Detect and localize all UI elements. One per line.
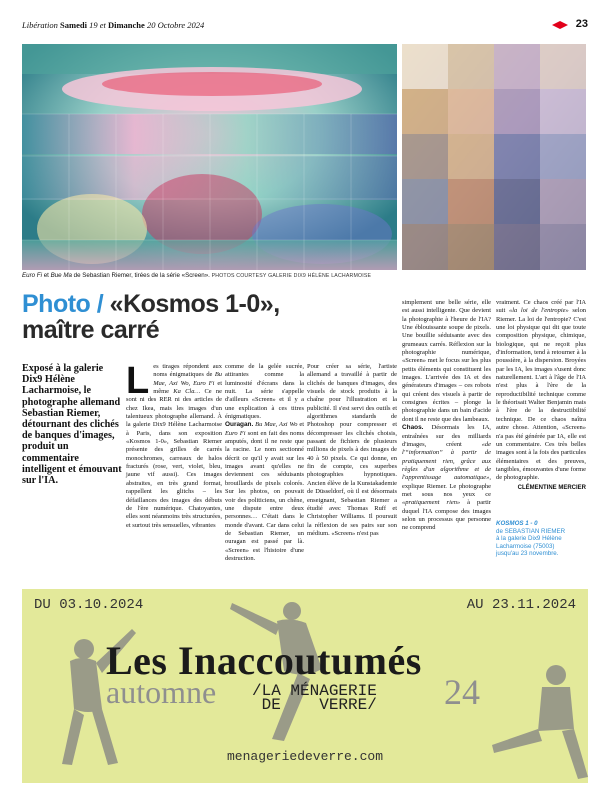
infobox-title: KOSMOS 1 - 0 bbox=[496, 520, 538, 527]
article-column-3 bbox=[307, 363, 397, 538]
infobox-line-2: à la galerie Dix9 Hélène bbox=[496, 535, 562, 543]
ad-venue: /LA MÉNAGERIE DE VERRE/ bbox=[252, 682, 377, 714]
article-column-4 bbox=[402, 299, 491, 533]
col1-text-c: Ce ne sont ni des RER ni des articles de chez Ikea, mais les images d'un talentueux photographe allemand. À la galerie Dix9 Hélène Lacharmoise à Paris, dans son exposition «Kosmos 1-0», Sebastian Riemer présente des grilles de carrés monochromes, carreaux de halos fracturés (rose, vert, violet, bleu, jaune vif aussi). Ces images abstraites, en très grand format, rappellent les glitchs – les défaillances des images des débuts de l'ère numérique. Chatoyantes, elles sont néanmoins très structurées, et surtout très sensuelles, vibrantes bbox=[126, 388, 223, 529]
title-line-1: «Kosmos 1-0», bbox=[109, 290, 280, 318]
article-title bbox=[22, 291, 402, 343]
article-lede: Exposé à la galerie Dix9 Hélène Lacharmoise, le photographe allemand Sebastian Riemer, détournant des clichés de banques d'images, produit un commentaire intelligent et émouvant sur l'IA. bbox=[22, 363, 122, 487]
col5-italic-1: «la loi de l'entropie» bbox=[509, 307, 569, 315]
advertisement-banner[interactable] bbox=[22, 589, 588, 783]
photo-euro-fi bbox=[22, 44, 397, 270]
subhead-chaos: Chaos. bbox=[402, 424, 424, 432]
dateline-day1: Samedi bbox=[60, 20, 87, 30]
col2-italic-2: Euro Fi bbox=[225, 429, 246, 437]
infobox-line-4: jusqu'au 23 novembre. bbox=[496, 550, 559, 558]
caption-text: de Sebastian Riemer, tirées de la série «Screen». bbox=[73, 272, 210, 279]
newspaper-name: Libération bbox=[22, 20, 58, 30]
col1-italic-2: Ka Cla… bbox=[173, 388, 201, 396]
page-number: 23 bbox=[575, 18, 588, 30]
col1-text-a: es tirages répondent aux noms énigmatiques de bbox=[153, 363, 222, 379]
col1-text-b: et même bbox=[153, 379, 223, 396]
col2-italic-1: Bu Mae, Axi Wo bbox=[255, 421, 298, 429]
dateline-conj: et bbox=[99, 20, 106, 30]
caption-title-2: Bue Ma bbox=[50, 272, 72, 279]
ad-date-from: DU 03.10.2024 bbox=[34, 597, 144, 613]
col4-text-d: à partir duquel l'IA compose des images selon un processus que personne ne comprend bbox=[402, 499, 491, 532]
ad-season: automne bbox=[106, 674, 217, 710]
col2-text-c: sont en fait des noms amputés, dont il ne reste que la racine. Le nom sectionné décrit ce qu'il y avait sur les images avant qu'elles ne deviennent ces séduisants brouillards de pixels colorés. Sur les photos, on pouvait voir des politiciens, un chêne, une dispute entre deux personnes… C'était dans le monde d'avant. Car dans celui de Sebastian Riemer, un ouragan est passé par là. «Screen» est l'histoire d'une destruction. bbox=[225, 429, 305, 562]
col3-text: Pour créer sa série, l'artiste allemand a travaillé à partir de clichés de banques d'images, des visuels de stock produits à la chaîne pour l'illustration et la publicité. Il s'est servi des outils et algorithmes standards de Photoshop pour compresser et décompresser les clichés choisis, passant de fichiers de plusieurs millions de pixels à des images de 40 à 50 pixels. Ce qui donne, en fin de compte, ces superbes photographies hypnotiques. Ancien élève de la Kunstakademie de Düsseldorf, où il est désormais enseignant, Sebastian Riemer a étudié avec Thomas Ruff et Christopher Williams. Il poursuit la réflexion de ses pairs sur son médium. «Screen» n'est pas bbox=[307, 363, 397, 537]
dateline-num1: 19 bbox=[89, 20, 98, 30]
col4-text-a: simplement une belle série, elle est aussi intelligente. Que devient la photographie à l'heure de l'IA? Une éblouissante soupe de pixels. Une bouillie séduisante avec des grumeaux carrés. Réflexion sur la photographie numérique, «Screen» met le focus sur les plus petits éléments qui constituent les images. L'arrivée des IA et des générateurs d'images – ces robots qui créent des visuels à partir de consignes écrites – plonge la photographie dans un bain d'acide dont il ne reste que des lambeaux. bbox=[402, 299, 491, 423]
infobox-line-1: de SEBASTIAN RIEMER bbox=[496, 527, 566, 535]
col4-italic-1: «de l'“information” à partir de pratiquement rien, grâce aux règles d'un algorithme et de l'apprentissage automatique», bbox=[402, 440, 491, 482]
col1-italic-1: Bu Mae, Axi Wo, Euro Fi bbox=[153, 371, 222, 387]
ad-date-to: AU 23.11.2024 bbox=[466, 597, 576, 613]
caption-and: et bbox=[43, 272, 49, 279]
col2-text-b: et bbox=[299, 421, 305, 429]
author-signature: CLÉMENTINE MERCIER bbox=[517, 484, 586, 491]
caption-title-1: Euro Fi bbox=[22, 272, 42, 279]
drop-cap: L bbox=[126, 360, 150, 402]
article-column-2 bbox=[225, 363, 304, 563]
liberation-diamond-icon bbox=[552, 21, 568, 29]
col2-text-a: comme de la gelée sucrée, attirantes comme la luminosité d'écrans dans la nuit. La série s'appelle d'ailleurs «Screen» et il y a une explication à ces titres énigmatiques. bbox=[225, 363, 304, 421]
title-kicker: Photo / bbox=[22, 290, 104, 318]
ad-title: Les Inaccoutumés bbox=[106, 638, 422, 683]
dateline-day2: Dimanche bbox=[107, 20, 145, 30]
photo-credit: PHOTOS COURTESY GALERIE DIX9 HÉLÈNE LACHARMOISE bbox=[211, 273, 372, 279]
page-header bbox=[22, 18, 588, 34]
ad-number: 24 bbox=[444, 672, 480, 712]
glitch-image-main bbox=[22, 44, 397, 270]
title-line-2: maître carré bbox=[22, 316, 160, 344]
col4-text-c: explique Riemer. Le photographe met sous nos yeux ce bbox=[402, 482, 491, 498]
exhibition-infobox bbox=[496, 520, 588, 558]
infobox-line-3: Lacharmoise (75003) bbox=[496, 542, 555, 550]
glitch-image-side bbox=[402, 44, 586, 270]
col5-text-a: vraiment. Ce chaos créé par l'IA suit bbox=[496, 299, 586, 315]
col5-text-b: selon Riemer. La loi de l'entropie? C'est une loi physique qui dit que toute composition physique, chimique, biologique, qui ne reçoit plus d'information, tend à retourner à la poussière, à la dispersion. Broyées par les IA, les images s'usent donc naturellement. L'art à l'âge de l'IA n'est plus à l'ère de la reproductibilité technique comme le théorisait Walter Benjamin mais à l'ère de la destructibilité technique. De ce chaos naîtra autre chose. Attention, «Screen» n'a pas été générée par IA, elle est un commentaire. Ces très belles images sont à la fois des particules élémentaires et des preuves, tangibles, émouvantes d'une forme de photographie. bbox=[496, 307, 587, 482]
col4-text-b: Désormais les IA, entraînées sur des milliards d'images, créent bbox=[402, 424, 492, 448]
photo-caption bbox=[22, 272, 588, 279]
photo-bue-ma bbox=[402, 44, 586, 270]
article-column-1 bbox=[126, 360, 223, 530]
article-column-5 bbox=[496, 299, 586, 492]
masthead-dateline bbox=[22, 20, 204, 30]
subhead-ouragan: Ouragan. bbox=[225, 421, 254, 429]
dateline-rest: 20 Octobre 2024 bbox=[146, 20, 205, 30]
col4-italic-2: «pratiquement rien» bbox=[402, 499, 461, 507]
ad-url-link[interactable]: menageriedeverre.com bbox=[226, 749, 384, 764]
